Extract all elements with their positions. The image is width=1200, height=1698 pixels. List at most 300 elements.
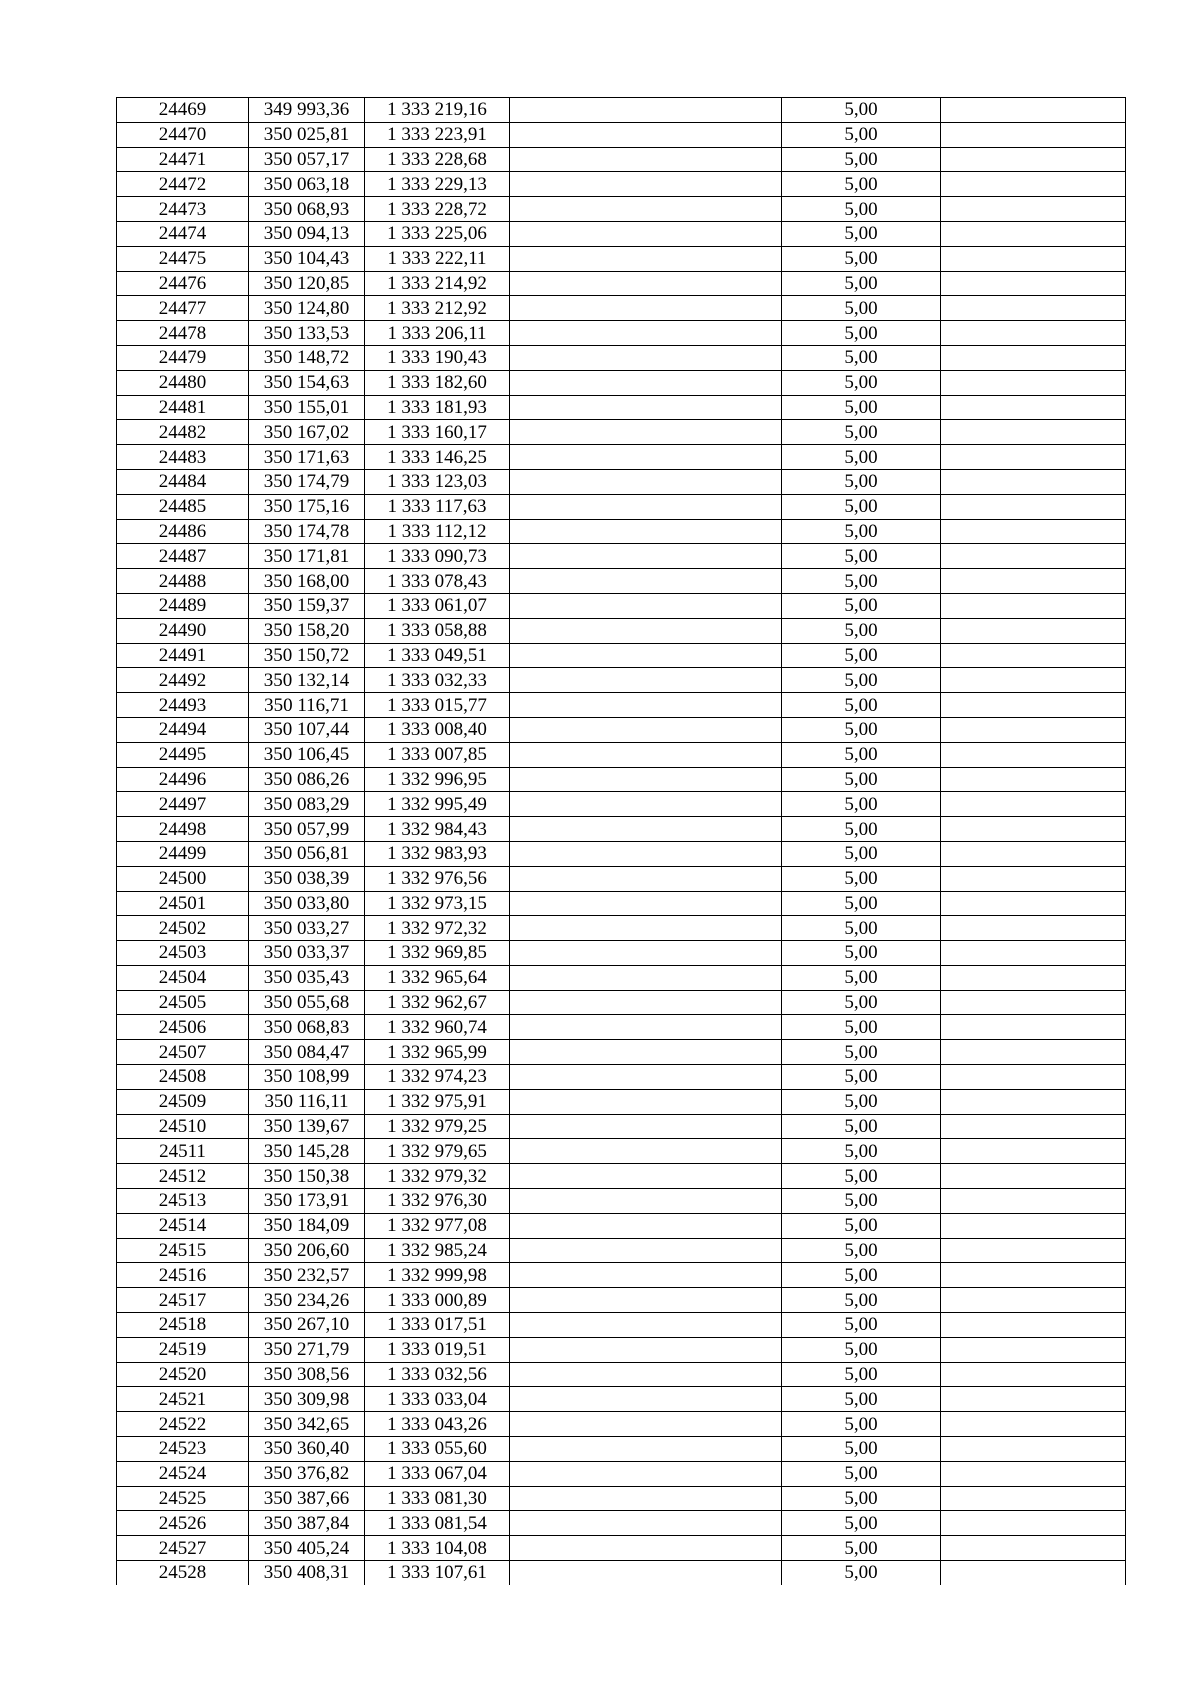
x-coordinate-cell: 350 083,29 [249,792,365,817]
point-number-cell: 24471 [117,147,249,172]
tolerance-cell: 5,00 [782,271,941,296]
x-coordinate-cell: 350 174,78 [249,519,365,544]
empty-cell [510,1561,782,1585]
tolerance-cell: 5,00 [782,1437,941,1462]
empty-cell [510,321,782,346]
point-number-cell: 24482 [117,420,249,445]
empty-cell [941,965,1126,990]
empty-cell [510,593,782,618]
empty-cell [941,197,1126,222]
coordinates-table [116,97,1126,1585]
point-number-cell: 24508 [117,1065,249,1090]
coordinates-table-body [117,98,1126,1585]
empty-cell [510,246,782,271]
tolerance-cell: 5,00 [782,544,941,569]
table-row [117,1164,1126,1189]
y-coordinate-cell: 1 333 223,91 [365,122,510,147]
table-row [117,1313,1126,1338]
empty-cell [941,1412,1126,1437]
x-coordinate-cell: 350 063,18 [249,172,365,197]
empty-cell [510,1089,782,1114]
x-coordinate-cell: 350 107,44 [249,717,365,742]
point-number-cell: 24495 [117,742,249,767]
empty-cell [510,1362,782,1387]
empty-cell [941,1511,1126,1536]
empty-cell [510,866,782,891]
y-coordinate-cell: 1 333 214,92 [365,271,510,296]
empty-cell [510,618,782,643]
y-coordinate-cell: 1 333 032,33 [365,668,510,693]
empty-cell [941,544,1126,569]
y-coordinate-cell: 1 333 117,63 [365,494,510,519]
empty-cell [510,395,782,420]
tolerance-cell: 5,00 [782,519,941,544]
point-number-cell: 24500 [117,866,249,891]
point-number-cell: 24506 [117,1015,249,1040]
empty-cell [941,98,1126,123]
x-coordinate-cell: 350 154,63 [249,370,365,395]
point-number-cell: 24493 [117,693,249,718]
table-row [117,544,1126,569]
y-coordinate-cell: 1 333 182,60 [365,370,510,395]
tolerance-cell: 5,00 [782,965,941,990]
y-coordinate-cell: 1 332 979,25 [365,1114,510,1139]
empty-cell [941,345,1126,370]
empty-cell [510,1015,782,1040]
table-row [117,1337,1126,1362]
empty-cell [941,1561,1126,1585]
x-coordinate-cell: 350 184,09 [249,1213,365,1238]
y-coordinate-cell: 1 332 962,67 [365,990,510,1015]
x-coordinate-cell: 350 387,66 [249,1486,365,1511]
empty-cell [510,916,782,941]
table-row [117,1065,1126,1090]
tolerance-cell: 5,00 [782,1114,941,1139]
point-number-cell: 24516 [117,1263,249,1288]
x-coordinate-cell: 350 133,53 [249,321,365,346]
x-coordinate-cell: 350 308,56 [249,1362,365,1387]
table-row [117,296,1126,321]
table-row [117,1213,1126,1238]
tolerance-cell: 5,00 [782,321,941,346]
tolerance-cell: 5,00 [782,197,941,222]
empty-cell [941,321,1126,346]
y-coordinate-cell: 1 333 222,11 [365,246,510,271]
x-coordinate-cell: 350 038,39 [249,866,365,891]
x-coordinate-cell: 350 309,98 [249,1387,365,1412]
point-number-cell: 24478 [117,321,249,346]
empty-cell [941,445,1126,470]
tolerance-cell: 5,00 [782,1164,941,1189]
point-number-cell: 24522 [117,1412,249,1437]
empty-cell [941,1437,1126,1462]
table-row [117,98,1126,123]
table-row [117,1040,1126,1065]
table-row [117,792,1126,817]
point-number-cell: 24477 [117,296,249,321]
point-number-cell: 24491 [117,643,249,668]
table-row [117,271,1126,296]
y-coordinate-cell: 1 333 146,25 [365,445,510,470]
x-coordinate-cell: 350 408,31 [249,1561,365,1585]
empty-cell [941,1461,1126,1486]
x-coordinate-cell: 350 150,38 [249,1164,365,1189]
tolerance-cell: 5,00 [782,767,941,792]
table-row [117,742,1126,767]
table-row [117,990,1126,1015]
empty-cell [941,569,1126,594]
y-coordinate-cell: 1 333 206,11 [365,321,510,346]
tolerance-cell: 5,00 [782,122,941,147]
table-row [117,122,1126,147]
table-row [117,593,1126,618]
tolerance-cell: 5,00 [782,643,941,668]
tolerance-cell: 5,00 [782,1263,941,1288]
point-number-cell: 24496 [117,767,249,792]
tolerance-cell: 5,00 [782,1089,941,1114]
tolerance-cell: 5,00 [782,1065,941,1090]
y-coordinate-cell: 1 333 228,72 [365,197,510,222]
x-coordinate-cell: 350 033,27 [249,916,365,941]
table-row [117,643,1126,668]
empty-cell [510,965,782,990]
y-coordinate-cell: 1 332 995,49 [365,792,510,817]
point-number-cell: 24469 [117,98,249,123]
tolerance-cell: 5,00 [782,221,941,246]
empty-cell [510,271,782,296]
empty-cell [510,1337,782,1362]
table-row [117,965,1126,990]
point-number-cell: 24528 [117,1561,249,1585]
empty-cell [510,122,782,147]
point-number-cell: 24510 [117,1114,249,1139]
tolerance-cell: 5,00 [782,817,941,842]
empty-cell [941,221,1126,246]
point-number-cell: 24476 [117,271,249,296]
empty-cell [510,370,782,395]
tolerance-cell: 5,00 [782,370,941,395]
tolerance-cell: 5,00 [782,1362,941,1387]
point-number-cell: 24494 [117,717,249,742]
y-coordinate-cell: 1 333 008,40 [365,717,510,742]
y-coordinate-cell: 1 333 081,54 [365,1511,510,1536]
x-coordinate-cell: 350 132,14 [249,668,365,693]
table-row [117,767,1126,792]
empty-cell [510,1486,782,1511]
x-coordinate-cell: 350 056,81 [249,841,365,866]
y-coordinate-cell: 1 333 015,77 [365,693,510,718]
empty-cell [510,569,782,594]
x-coordinate-cell: 350 167,02 [249,420,365,445]
empty-cell [510,1065,782,1090]
empty-cell [510,1238,782,1263]
empty-cell [941,172,1126,197]
point-number-cell: 24486 [117,519,249,544]
tolerance-cell: 5,00 [782,1561,941,1585]
point-number-cell: 24524 [117,1461,249,1486]
x-coordinate-cell: 350 084,47 [249,1040,365,1065]
point-number-cell: 24497 [117,792,249,817]
tolerance-cell: 5,00 [782,841,941,866]
point-number-cell: 24520 [117,1362,249,1387]
empty-cell [510,1511,782,1536]
table-row [117,618,1126,643]
table-row [117,668,1126,693]
empty-cell [510,1288,782,1313]
empty-cell [941,990,1126,1015]
point-number-cell: 24527 [117,1536,249,1561]
x-coordinate-cell: 350 171,63 [249,445,365,470]
empty-cell [510,1536,782,1561]
y-coordinate-cell: 1 332 999,98 [365,1263,510,1288]
x-coordinate-cell: 350 155,01 [249,395,365,420]
x-coordinate-cell: 350 068,83 [249,1015,365,1040]
x-coordinate-cell: 350 055,68 [249,990,365,1015]
point-number-cell: 24505 [117,990,249,1015]
y-coordinate-cell: 1 332 965,99 [365,1040,510,1065]
empty-cell [941,841,1126,866]
x-coordinate-cell: 350 148,72 [249,345,365,370]
tolerance-cell: 5,00 [782,420,941,445]
x-coordinate-cell: 350 025,81 [249,122,365,147]
empty-cell [510,841,782,866]
x-coordinate-cell: 350 173,91 [249,1189,365,1214]
empty-cell [941,1189,1126,1214]
table-row [117,172,1126,197]
point-number-cell: 24515 [117,1238,249,1263]
empty-cell [510,494,782,519]
tolerance-cell: 5,00 [782,345,941,370]
point-number-cell: 24521 [117,1387,249,1412]
y-coordinate-cell: 1 332 972,32 [365,916,510,941]
table-row [117,1437,1126,1462]
y-coordinate-cell: 1 333 112,12 [365,519,510,544]
point-number-cell: 24474 [117,221,249,246]
y-coordinate-cell: 1 333 055,60 [365,1437,510,1462]
x-coordinate-cell: 350 057,99 [249,817,365,842]
table-row [117,841,1126,866]
empty-cell [510,445,782,470]
point-number-cell: 24512 [117,1164,249,1189]
point-number-cell: 24498 [117,817,249,842]
y-coordinate-cell: 1 333 181,93 [365,395,510,420]
tolerance-cell: 5,00 [782,1040,941,1065]
tolerance-cell: 5,00 [782,1387,941,1412]
y-coordinate-cell: 1 333 033,04 [365,1387,510,1412]
tolerance-cell: 5,00 [782,569,941,594]
tolerance-cell: 5,00 [782,593,941,618]
tolerance-cell: 5,00 [782,1511,941,1536]
empty-cell [510,1139,782,1164]
x-coordinate-cell: 349 993,36 [249,98,365,123]
point-number-cell: 24525 [117,1486,249,1511]
empty-cell [510,990,782,1015]
empty-cell [510,1387,782,1412]
point-number-cell: 24487 [117,544,249,569]
tolerance-cell: 5,00 [782,246,941,271]
table-row [117,916,1126,941]
y-coordinate-cell: 1 333 160,17 [365,420,510,445]
empty-cell [510,172,782,197]
table-row [117,866,1126,891]
empty-cell [941,1065,1126,1090]
empty-cell [510,792,782,817]
table-row [117,345,1126,370]
empty-cell [510,767,782,792]
point-number-cell: 24483 [117,445,249,470]
table-row [117,1288,1126,1313]
x-coordinate-cell: 350 174,79 [249,469,365,494]
tolerance-cell: 5,00 [782,445,941,470]
table-row [117,1461,1126,1486]
x-coordinate-cell: 350 171,81 [249,544,365,569]
x-coordinate-cell: 350 158,20 [249,618,365,643]
empty-cell [941,1486,1126,1511]
table-row [117,445,1126,470]
empty-cell [941,420,1126,445]
tolerance-cell: 5,00 [782,1337,941,1362]
point-number-cell: 24511 [117,1139,249,1164]
point-number-cell: 24499 [117,841,249,866]
y-coordinate-cell: 1 333 058,88 [365,618,510,643]
tolerance-cell: 5,00 [782,792,941,817]
x-coordinate-cell: 350 206,60 [249,1238,365,1263]
y-coordinate-cell: 1 333 229,13 [365,172,510,197]
table-row [117,1486,1126,1511]
table-row [117,817,1126,842]
tolerance-cell: 5,00 [782,296,941,321]
x-coordinate-cell: 350 145,28 [249,1139,365,1164]
empty-cell [510,891,782,916]
empty-cell [510,1461,782,1486]
x-coordinate-cell: 350 139,67 [249,1114,365,1139]
tolerance-cell: 5,00 [782,1313,941,1338]
point-number-cell: 24517 [117,1288,249,1313]
table-row [117,1387,1126,1412]
empty-cell [510,1164,782,1189]
table-row [117,1238,1126,1263]
empty-cell [941,941,1126,966]
table-row [117,1362,1126,1387]
empty-cell [941,1213,1126,1238]
y-coordinate-cell: 1 332 969,85 [365,941,510,966]
empty-cell [510,469,782,494]
tolerance-cell: 5,00 [782,742,941,767]
tolerance-cell: 5,00 [782,1461,941,1486]
empty-cell [510,668,782,693]
tolerance-cell: 5,00 [782,717,941,742]
x-coordinate-cell: 350 033,80 [249,891,365,916]
tolerance-cell: 5,00 [782,1486,941,1511]
y-coordinate-cell: 1 333 104,08 [365,1536,510,1561]
x-coordinate-cell: 350 106,45 [249,742,365,767]
empty-cell [941,296,1126,321]
empty-cell [941,668,1126,693]
tolerance-cell: 5,00 [782,891,941,916]
y-coordinate-cell: 1 332 960,74 [365,1015,510,1040]
table-row [117,420,1126,445]
empty-cell [510,1313,782,1338]
y-coordinate-cell: 1 333 228,68 [365,147,510,172]
y-coordinate-cell: 1 333 190,43 [365,345,510,370]
empty-cell [941,717,1126,742]
point-number-cell: 24523 [117,1437,249,1462]
tolerance-cell: 5,00 [782,1536,941,1561]
y-coordinate-cell: 1 333 019,51 [365,1337,510,1362]
tolerance-cell: 5,00 [782,1139,941,1164]
empty-cell [941,1337,1126,1362]
x-coordinate-cell: 350 376,82 [249,1461,365,1486]
table-row [117,1015,1126,1040]
y-coordinate-cell: 1 332 979,32 [365,1164,510,1189]
y-coordinate-cell: 1 332 965,64 [365,965,510,990]
point-number-cell: 24504 [117,965,249,990]
x-coordinate-cell: 350 033,37 [249,941,365,966]
tolerance-cell: 5,00 [782,147,941,172]
x-coordinate-cell: 350 405,24 [249,1536,365,1561]
tolerance-cell: 5,00 [782,941,941,966]
point-number-cell: 24509 [117,1089,249,1114]
y-coordinate-cell: 1 333 107,61 [365,1561,510,1585]
x-coordinate-cell: 350 094,13 [249,221,365,246]
empty-cell [510,1114,782,1139]
empty-cell [941,1238,1126,1263]
y-coordinate-cell: 1 333 123,03 [365,469,510,494]
x-coordinate-cell: 350 168,00 [249,569,365,594]
tolerance-cell: 5,00 [782,1288,941,1313]
empty-cell [510,519,782,544]
y-coordinate-cell: 1 332 983,93 [365,841,510,866]
x-coordinate-cell: 350 068,93 [249,197,365,222]
tolerance-cell: 5,00 [782,1015,941,1040]
empty-cell [941,1362,1126,1387]
x-coordinate-cell: 350 232,57 [249,1263,365,1288]
empty-cell [941,618,1126,643]
table-row [117,717,1126,742]
table-row [117,693,1126,718]
empty-cell [941,742,1126,767]
empty-cell [510,1213,782,1238]
point-number-cell: 24492 [117,668,249,693]
x-coordinate-cell: 350 057,17 [249,147,365,172]
point-number-cell: 24473 [117,197,249,222]
point-number-cell: 24472 [117,172,249,197]
x-coordinate-cell: 350 159,37 [249,593,365,618]
empty-cell [941,1536,1126,1561]
empty-cell [941,1164,1126,1189]
empty-cell [510,98,782,123]
x-coordinate-cell: 350 104,43 [249,246,365,271]
point-number-cell: 24502 [117,916,249,941]
empty-cell [510,221,782,246]
empty-cell [510,1263,782,1288]
x-coordinate-cell: 350 271,79 [249,1337,365,1362]
empty-cell [510,817,782,842]
y-coordinate-cell: 1 332 975,91 [365,1089,510,1114]
tolerance-cell: 5,00 [782,494,941,519]
y-coordinate-cell: 1 332 984,43 [365,817,510,842]
empty-cell [510,345,782,370]
table-row [117,197,1126,222]
empty-cell [941,817,1126,842]
point-number-cell: 24481 [117,395,249,420]
table-row [117,1189,1126,1214]
tolerance-cell: 5,00 [782,668,941,693]
empty-cell [941,147,1126,172]
y-coordinate-cell: 1 333 078,43 [365,569,510,594]
y-coordinate-cell: 1 332 974,23 [365,1065,510,1090]
table-row [117,1114,1126,1139]
